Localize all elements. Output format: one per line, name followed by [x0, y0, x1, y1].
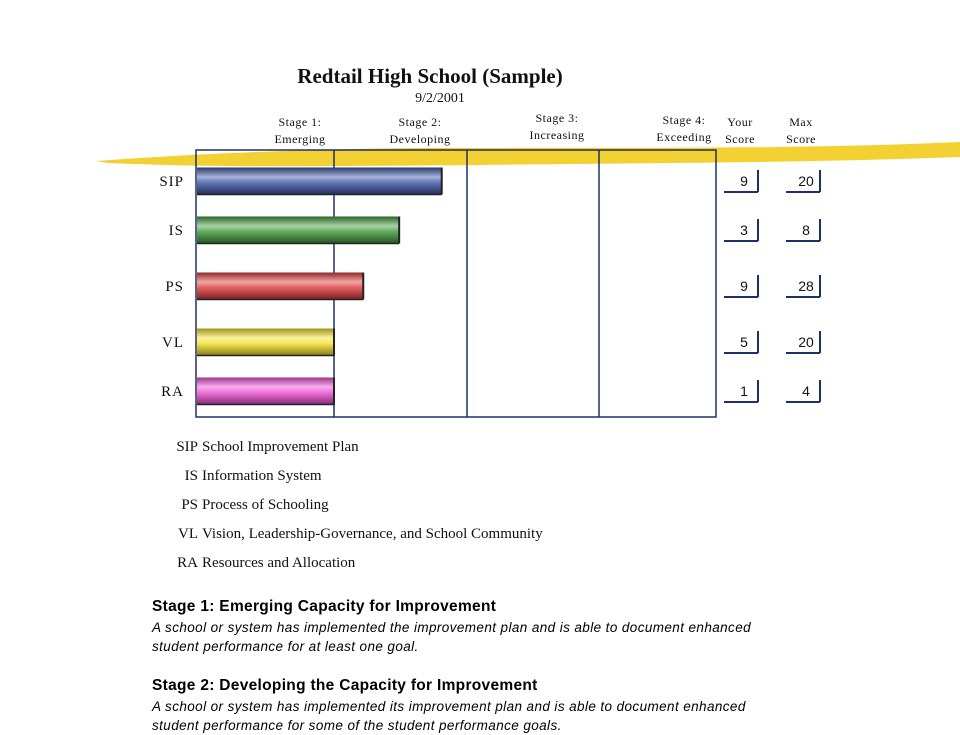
legend-item [150, 468, 322, 490]
your-score-header: Score [725, 132, 755, 146]
legend-item [150, 497, 329, 519]
category-label: SIP [159, 174, 184, 190]
category-label: PS [165, 279, 184, 295]
your-score-value: 9 [740, 173, 748, 189]
legend-abbr: VL [178, 526, 198, 542]
chart-date: 9/2/2001 [415, 91, 465, 106]
stage-header-label: Exceeding [656, 130, 712, 144]
category-label: VL [162, 335, 184, 351]
legend-abbr: RA [177, 555, 198, 571]
definition-line: A school or system has implemented its improvement plan and is able to document enhanced [152, 699, 746, 714]
legend-abbr: SIP [176, 439, 198, 455]
max-score-value: 20 [798, 173, 814, 189]
stage-header-label: Stage 3: [535, 111, 579, 125]
legend-item [150, 555, 355, 577]
bar [197, 273, 363, 300]
bar [197, 329, 334, 356]
definition-line: student performance for some of the student performance goals. [152, 718, 562, 733]
legend-item [150, 439, 359, 461]
stage1-definition-text [152, 618, 812, 656]
max-score-header: Max [789, 115, 813, 129]
max-score-header: Score [786, 132, 816, 146]
legend-text: Process of Schooling [202, 497, 329, 513]
legend-text: Resources and Allocation [202, 555, 356, 571]
stage-header-label: Stage 2: [398, 115, 442, 129]
bar [197, 217, 399, 244]
definition-line: student performance for at least one goal. [152, 639, 419, 654]
legend-abbr: IS [184, 468, 198, 484]
bar [197, 378, 334, 405]
yellow-brush-stroke [96, 142, 960, 166]
max-score-value: 28 [798, 278, 814, 294]
max-score-value: 8 [802, 222, 810, 238]
legend-abbr: PS [181, 497, 198, 513]
your-score-header: Your [727, 115, 753, 129]
category-label: RA [161, 384, 184, 400]
stage-header-label: Developing [389, 132, 451, 146]
your-score-value: 3 [740, 222, 748, 238]
your-score-value: 5 [740, 334, 748, 350]
your-score-value: 9 [740, 278, 748, 294]
max-score-value: 4 [802, 383, 810, 399]
stage2-definition-text [152, 697, 812, 735]
stage-header-label: Increasing [529, 128, 585, 142]
stage2-definition-title: Stage 2: Developing the Capacity for Improvement [152, 677, 538, 694]
legend-text: Vision, Leadership-Governance, and School Community [202, 526, 543, 542]
chart-title: Redtail High School (Sample) [297, 64, 563, 88]
bar [197, 168, 442, 195]
stage1-definition-title: Stage 1: Emerging Capacity for Improvement [152, 598, 497, 615]
legend-text: Information System [202, 468, 322, 484]
category-label: IS [168, 223, 184, 239]
stage-header-label: Stage 1: [278, 115, 322, 129]
legend-item [150, 526, 543, 548]
stage-header-label: Emerging [274, 132, 326, 146]
legend-text: School Improvement Plan [202, 439, 359, 455]
max-score-value: 20 [798, 334, 814, 350]
definition-line: A school or system has implemented the improvement plan and is able to document enhanced [152, 620, 752, 635]
stage-header-label: Stage 4: [662, 113, 706, 127]
your-score-value: 1 [740, 383, 748, 399]
